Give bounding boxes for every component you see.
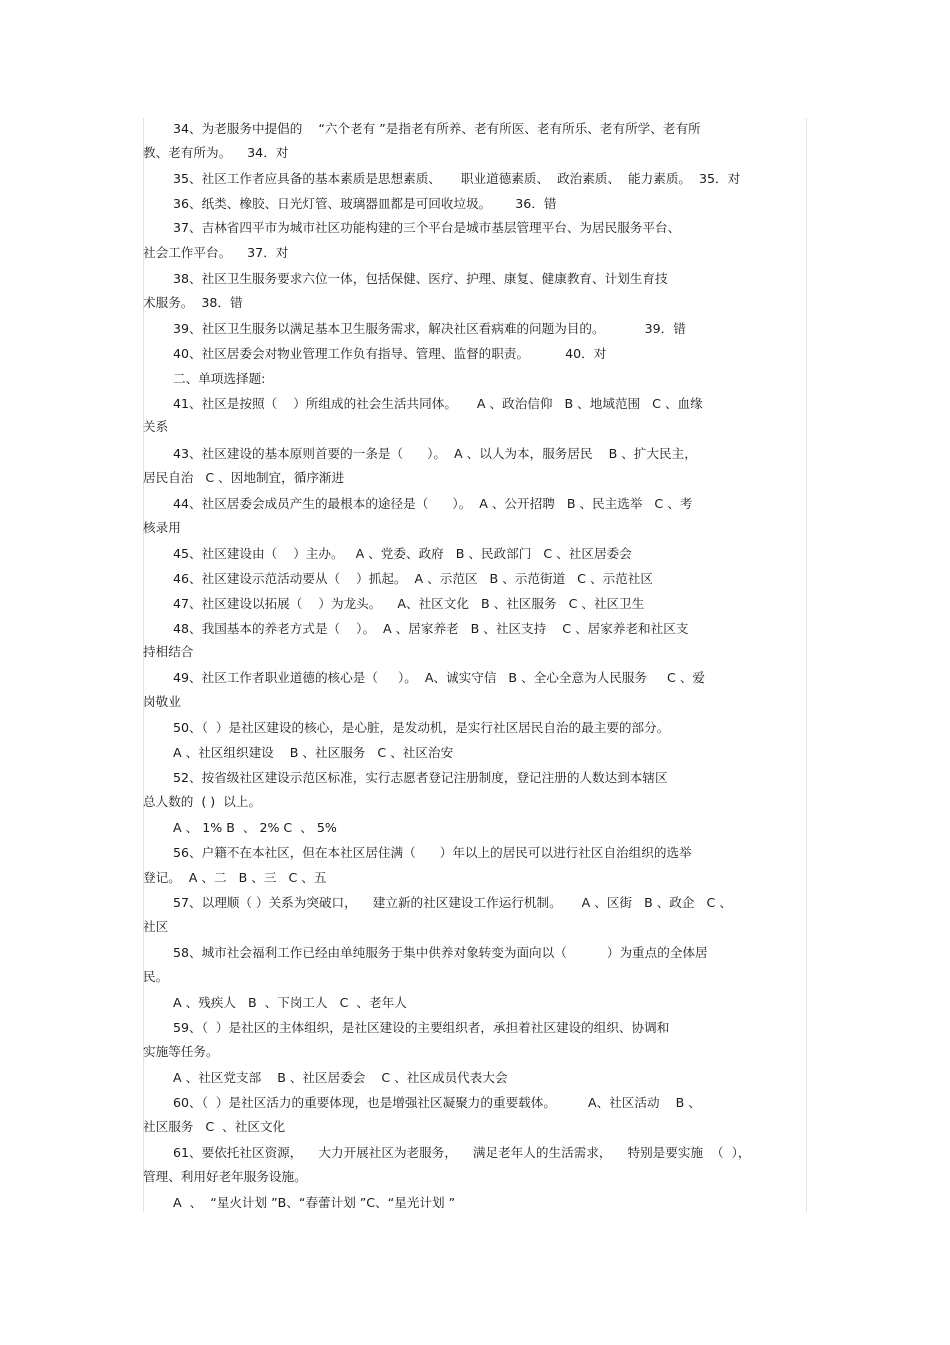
text-line-q48-b: 持相结合: [143, 644, 194, 659]
text-line-q52-options: A 、 1% B 、 2% C 、 5%: [173, 820, 337, 835]
text-line-q52-a: 52、按省级社区建设示范区标准，实行志愿者登记注册制度，登记注册的人数达到本辖区: [173, 770, 668, 785]
text-line-q36: 36、纸类、橡胶、日光灯管、玻璃器皿都是可回收垃圾。 36．错: [173, 196, 557, 211]
text-line-q60-a: 60、（ ）是社区活力的重要体现，也是增强社区凝聚力的重要载体。 A、社区活动 B 、: [173, 1095, 701, 1110]
text-line-q43-b: 居民自治 C 、因地制宜，循序渐进: [143, 470, 345, 485]
text-line-q59-a: 59、（ ）是社区的主体组织，是社区建设的主要组织者，承担着社区建设的组织、协调和: [173, 1020, 670, 1035]
text-line-q50: 50、（ ）是社区建设的核心，是心脏，是发动机，是实行社区居民自治的最主要的部分。: [173, 720, 670, 735]
text-line-q35: 35、社区工作者应具备的基本素质是思想素质、 职业道德素质、 政治素质、 能力素质。 35．对: [173, 171, 741, 186]
text-line-q56-b: 登记。 A 、二 B 、三 C 、五: [143, 870, 327, 885]
section-heading-single-choice: 二、单项选择题:: [173, 371, 266, 386]
text-line-q58-options: A 、残疾人 B 、下岗工人 C 、老年人: [173, 995, 407, 1010]
text-line-q50-options: A 、社区组织建设 B 、社区服务 C 、社区治安: [173, 745, 454, 760]
text-line-q57-b: 社区: [143, 919, 169, 934]
text-line-q60-b: 社区服务 C 、社区文化: [143, 1119, 286, 1134]
text-line-q44-b: 核录用: [143, 520, 181, 535]
text-line-q40: 40、社区居委会对物业管理工作负有指导、管理、监督的职责。 40．对: [173, 346, 607, 361]
text-line-q49-b: 岗敬业: [143, 694, 181, 709]
text-line-q56-a: 56、户籍不在本社区，但在本社区居住满（ ）年以上的居民可以进行社区自治组织的选举: [173, 845, 692, 860]
text-line-q41-a: 41、社区是按照（ ）所组成的社会生活共同体。 A 、政治信仰 B 、地域范围 C 、血缘: [173, 396, 703, 411]
text-line-q34-b: 教、老有所为。 34．对: [143, 145, 289, 160]
text-line-q37-a: 37、吉林省四平市为城市社区功能构建的三个平台是城市基层管理平台、为居民服务平台、: [173, 220, 681, 235]
text-line-q61-options: A 、 “星火计划 ”B、“春蕾计划 ”C、“星光计划 ”: [173, 1195, 456, 1210]
text-line-q59-options: A 、社区党支部 B 、社区居委会 C 、社区成员代表大会: [173, 1070, 508, 1085]
text-line-q61-a: 61、要依托社区资源， 大力开展社区为老服务， 满足老年人的生活需求， 特别是要实施 （ ），: [173, 1145, 751, 1160]
text-line-q43-a: 43、社区建设的基本原则首要的一条是（ ）。 A 、以人为本，服务居民 B 、扩大民主，: [173, 446, 697, 461]
text-line-q59-b: 实施等任务。: [143, 1044, 219, 1059]
text-line-q38-a: 38、社区卫生服务要求六位一体，包括保健、医疗、护理、康复、健康教育、计划生育技: [173, 271, 668, 286]
text-line-q57-a: 57、以理顺（ ）关系为突破口， 建立新的社区建设工作运行机制。 A 、区街 B 、政企 C 、: [173, 895, 732, 910]
text-line-q41-b: 关系: [143, 419, 169, 434]
text-line-q58-b: 民。: [143, 969, 169, 984]
text-line-q52-b: 总人数的 ( ) 以上。: [143, 794, 261, 809]
text-line-q46: 46、社区建设示范活动要从（ ）抓起。 A 、示范区 B 、示范街道 C 、示范社区: [173, 571, 653, 586]
text-line-q45: 45、社区建设由（ ）主办。 A 、党委、政府 B 、民政部门 C 、社区居委会: [173, 546, 632, 561]
text-line-q47: 47、社区建设以拓展（ ）为龙头。 A、社区文化 B 、社区服务 C 、社区卫生: [173, 596, 645, 611]
text-line-q58-a: 58、城市社会福利工作已经由单纯服务于集中供养对象转变为面向以（ ）为重点的全体居: [173, 945, 708, 960]
text-line-q39: 39、社区卫生服务以满足基本卫生服务需求，解决社区看病难的问题为目的。 39．错: [173, 321, 686, 336]
right-margin-rule: [806, 118, 807, 1212]
text-line-q34-a: 34、为老服务中提倡的 “六个老有 ”是指老有所养、老有所医、老有所乐、老有所学、老有所: [173, 121, 701, 136]
text-line-q48-a: 48、我国基本的养老方式是（ ）。 A 、居家养老 B 、社区支持 C 、居家养老和社区支: [173, 621, 689, 636]
text-line-q37-b: 社会工作平台。 37．对: [143, 245, 289, 260]
text-line-q49-a: 49、社区工作者职业道德的核心是（ ）。 A、诚实守信 B 、全心全意为人民服务 C 、爱: [173, 670, 706, 685]
text-line-q61-b: 管理、利用好老年服务设施。: [143, 1169, 307, 1184]
text-line-q44-a: 44、社区居委会成员产生的最根本的途径是（ ）。 A 、公开招聘 B 、民主选举 C 、考: [173, 496, 693, 511]
text-line-q38-b: 术服务。 38．错: [143, 295, 243, 310]
